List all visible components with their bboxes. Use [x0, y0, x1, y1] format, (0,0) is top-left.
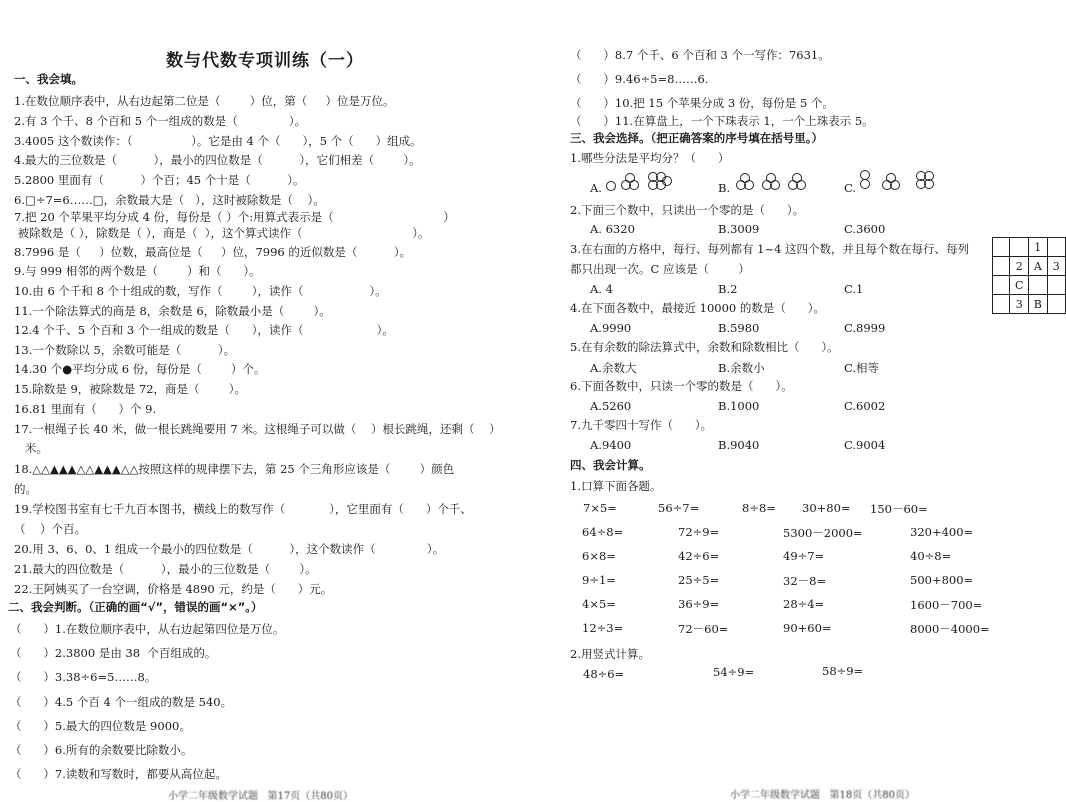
grid-cell: [1047, 276, 1065, 295]
grid-cell: 1: [1029, 238, 1048, 257]
fill-question-20: 20.用 3、6、0、1 组成一个最小的四位数是（ ），这个数读作（ ）。: [14, 542, 445, 556]
grid-cell: 3: [1010, 295, 1029, 314]
judge-item-1: （ ）1.在数位顺序表中，从右边起第四位是万位。: [10, 622, 285, 636]
number-grid: [992, 237, 1066, 314]
judge-item-8: （ ）8.7 个千、6 个百和 3 个一写作：7631。: [570, 48, 830, 62]
page-footer: 小学二年级数学试题 第18页（共80页）: [730, 790, 915, 801]
choice-1-option-c: C.: [844, 181, 857, 195]
oral-problem: 90+60=: [783, 621, 832, 635]
choice-question-4: 4.在下面各数中，最接近 10000 的数是（ ）。: [570, 301, 826, 315]
grid-cell: 2: [1010, 257, 1029, 276]
choice-question-1: 1.哪些分法是平均分？（ ）: [570, 151, 730, 165]
choice-5-option-c: C.相等: [844, 361, 880, 375]
oral-problem: 40÷8=: [910, 549, 952, 563]
vertical-problem: 54÷9=: [713, 665, 755, 679]
grid-cell: A: [1029, 257, 1048, 276]
vertical-calc-title: 2.用竖式计算。: [570, 647, 650, 661]
fill-question-8: 8.7996 是（ ）位数，最高位是（ ）位，7996 的近似数是（ ）。: [14, 245, 412, 259]
choice-question-2: 2.下面三个数中，只读出一个零的是（ ）。: [570, 203, 805, 217]
grid-cell: [993, 276, 1010, 295]
fill-question-22: 22.王阿姨买了一台空调，价格是 4890 元，约是（ ）元。: [14, 582, 333, 596]
oral-problem: 7×5=: [583, 501, 617, 515]
judge-item-4: （ ）4.5 个百 4 个一组成的数是 540。: [10, 695, 233, 709]
oral-problem: 72－60=: [678, 622, 729, 636]
choice-6-option-a: A.5260: [590, 399, 632, 413]
choice-3-option-c: C.1: [844, 282, 864, 296]
fill-question-10: 10.由 6 个千和 8 个十组成的数，写作（ ），读作（ ）。: [14, 284, 387, 298]
choice-question-3: 3.在右面的方格中，每行、每列都有 1~4 这四个数，并且每个数在每行、每列: [570, 242, 970, 256]
oral-problem: 12÷3=: [582, 621, 624, 635]
page-title: 数与代数专项训练（一）: [166, 51, 364, 71]
choice-7-option-a: A.9400: [590, 438, 632, 452]
judge-item-9: （ ）9.46÷5=8……6.: [570, 72, 709, 86]
oral-problem: 8÷8=: [742, 501, 776, 515]
oral-problem: 30+80=: [802, 501, 851, 515]
choice-5-option-b: B.余数小: [718, 361, 765, 375]
grid-cell: C: [1010, 276, 1029, 295]
choice-3-option-b: B.2: [718, 282, 738, 296]
oral-problem: 6×8=: [582, 549, 616, 563]
oral-problem: 4×5=: [582, 597, 616, 611]
fill-question-19-cont: （ ）个百。: [14, 522, 87, 536]
grid-cell: [1047, 238, 1065, 257]
fill-question-4: 4.最大的三位数是（ ），最小的四位数是（ ），它们相差（ ）。: [14, 153, 421, 167]
fill-question-17: 17.一根绳子长 40 米，做一根长跳绳要用 7 米。这根绳子可以做（ ）根长跳绳，还剩（ ）: [14, 422, 501, 436]
oral-problem: 1600－700=: [910, 598, 983, 612]
choice-2-option-b: B.3009: [718, 222, 760, 236]
oral-problem: 28÷4=: [783, 597, 825, 611]
judge-item-11: （ ）11.在算盘上，一个下珠表示 1，一个上珠表示 5。: [570, 114, 874, 128]
section-calc-heading: 四、我会计算。: [570, 458, 651, 472]
choice-7-option-c: C.9004: [844, 438, 886, 452]
grid-cell: [993, 238, 1010, 257]
oral-problem: 5300－2000=: [783, 526, 863, 540]
oral-problem: 25÷5=: [678, 573, 720, 587]
choice-3-option-a: A. 4: [590, 282, 613, 296]
oral-problem: 42÷6=: [678, 549, 720, 563]
oral-problem: 72÷9=: [678, 525, 720, 539]
choice-question-3-cont: 都只出现一次。C 应该是（ ）: [570, 262, 750, 276]
oral-problem: 150－60=: [870, 502, 928, 516]
oral-problem: 56÷7=: [658, 501, 700, 515]
fill-question-15: 15.除数是 9，被除数是 72，商是（ ）。: [14, 382, 247, 396]
page-footer: 小学二年级数学试题 第17页（共80页）: [168, 791, 353, 802]
vertical-problem: 58÷9=: [822, 664, 864, 678]
fill-question-7: 7.把 20 个苹果平均分成 4 份，每份是（ ）个:用算式表示是（ ）: [14, 210, 455, 224]
grid-cell: 3: [1047, 257, 1065, 276]
fill-question-7-cont: 被除数是（ ），除数是（ ），商是（ ），这个算式读作（ ）。: [14, 226, 430, 240]
judge-item-3: （ ）3.38÷6=5……8。: [10, 670, 157, 684]
choice-question-6: 6.下面各数中，只读一个零的数是（ ）。: [570, 379, 793, 393]
fill-question-19: 19.学校图书室有七千九百本图书，横线上的数写作（ ），它里面有（ ）个千、: [14, 502, 472, 516]
grid-cell: B: [1029, 295, 1048, 314]
oral-problem: 49÷7=: [783, 549, 825, 563]
fill-question-1: 1.在数位顺序表中，从右边起第二位是（ ）位，第（ ）位是万位。: [14, 94, 395, 108]
grid-cell: [1010, 238, 1029, 257]
grid-cell: [993, 257, 1010, 276]
oral-calc-title: 1.口算下面各题。: [570, 479, 662, 493]
choice-6-option-b: B.1000: [718, 399, 760, 413]
fill-question-3: 3.4005 这个数读作：（ ）。它是由 4 个（ ），5 个（ ）组成。: [14, 134, 422, 148]
fill-question-12: 12.4 个千、5 个百和 3 个一组成的数是（ ），读作（ ）。: [14, 323, 394, 337]
judge-item-5: （ ）5.最大的四位数是 9000。: [10, 719, 191, 733]
oral-problem: 320+400=: [910, 525, 974, 539]
fill-question-18-cont: 的。: [14, 482, 37, 496]
fill-question-6: 6.□÷7=6……□，余数最大是（ ），这时被除数是（ ）。: [14, 193, 325, 207]
choice-4-option-a: A.9990: [590, 321, 632, 335]
grid-cell: [1029, 276, 1048, 295]
section-choice-heading: 三、我会选择。（把正确答案的序号填在括号里。）: [570, 131, 823, 145]
judge-item-2: （ ）2.3800 是由 38 个百组成的。: [10, 646, 217, 660]
oral-problem: 500+800=: [910, 573, 974, 587]
grid-cell: [1047, 295, 1065, 314]
oral-problem: 64÷8=: [582, 525, 624, 539]
choice-2-option-a: A. 6320: [590, 222, 635, 236]
choice-1-option-b: B.: [718, 181, 731, 195]
judge-item-10: （ ）10.把 15 个苹果分成 3 份，每份是 5 个。: [570, 96, 834, 110]
choice-question-7: 7.九千零四十写作（ ）。: [570, 418, 713, 432]
choice-6-option-c: C.6002: [844, 399, 886, 413]
judge-item-6: （ ）6.所有的余数要比除数小。: [10, 743, 193, 757]
fill-question-14: 14.30 个●平均分成 6 份，每份是（ ）个。: [14, 362, 266, 376]
oral-problem: 8000－4000=: [910, 622, 990, 636]
vertical-problem: 48÷6=: [583, 667, 625, 681]
oral-problem: 32－8=: [783, 574, 827, 588]
choice-2-option-c: C.3600: [844, 222, 886, 236]
choice-4-option-b: B.5980: [718, 321, 760, 335]
oral-problem: 9÷1=: [582, 573, 616, 587]
choice-4-option-c: C.8999: [844, 321, 886, 335]
fill-question-5: 5.2800 里面有（ ）个百；45 个十是（ ）。: [14, 173, 305, 187]
fill-question-18: 18.△△▲▲▲△△▲▲▲△△按照这样的规律摆下去，第 25 个三角形应该是（ ）颜色: [14, 462, 455, 476]
choice-5-option-a: A.余数大: [590, 361, 637, 375]
judge-item-7: （ ）7.读数和写数时，都要从高位起。: [10, 767, 227, 781]
section-fill-heading: 一、我会填。: [14, 72, 83, 86]
right-page: [560, 0, 1066, 800]
fill-question-13: 13.一个数除以 5，余数可能是（ ）。: [14, 343, 236, 357]
fill-question-17-cont: 米。: [14, 441, 48, 455]
choice-1-option-a: A.: [590, 181, 602, 195]
section-judge-heading: 二、我会判断。（正确的画“√”，错误的画“×”。）: [8, 600, 263, 614]
oral-problem: 36÷9=: [678, 597, 720, 611]
fill-question-21: 21.最大的四位数是（ ），最小的三位数是（ ）。: [14, 562, 317, 576]
choice-question-5: 5.在有余数的除法算式中，余数和除数相比（ ）。: [570, 340, 839, 354]
choice-7-option-b: B.9040: [718, 438, 760, 452]
fill-question-9: 9.与 999 相邻的两个数是（ ）和（ ）。: [14, 264, 261, 278]
grid-cell: [993, 295, 1010, 314]
fill-question-16: 16.81 里面有（ ）个 9.: [14, 402, 157, 416]
fill-question-11: 11.一个除法算式的商是 8，余数是 6，除数最小是（ ）。: [14, 304, 331, 318]
fill-question-2: 2.有 3 个千、8 个百和 5 个一组成的数是（ ）。: [14, 114, 307, 128]
